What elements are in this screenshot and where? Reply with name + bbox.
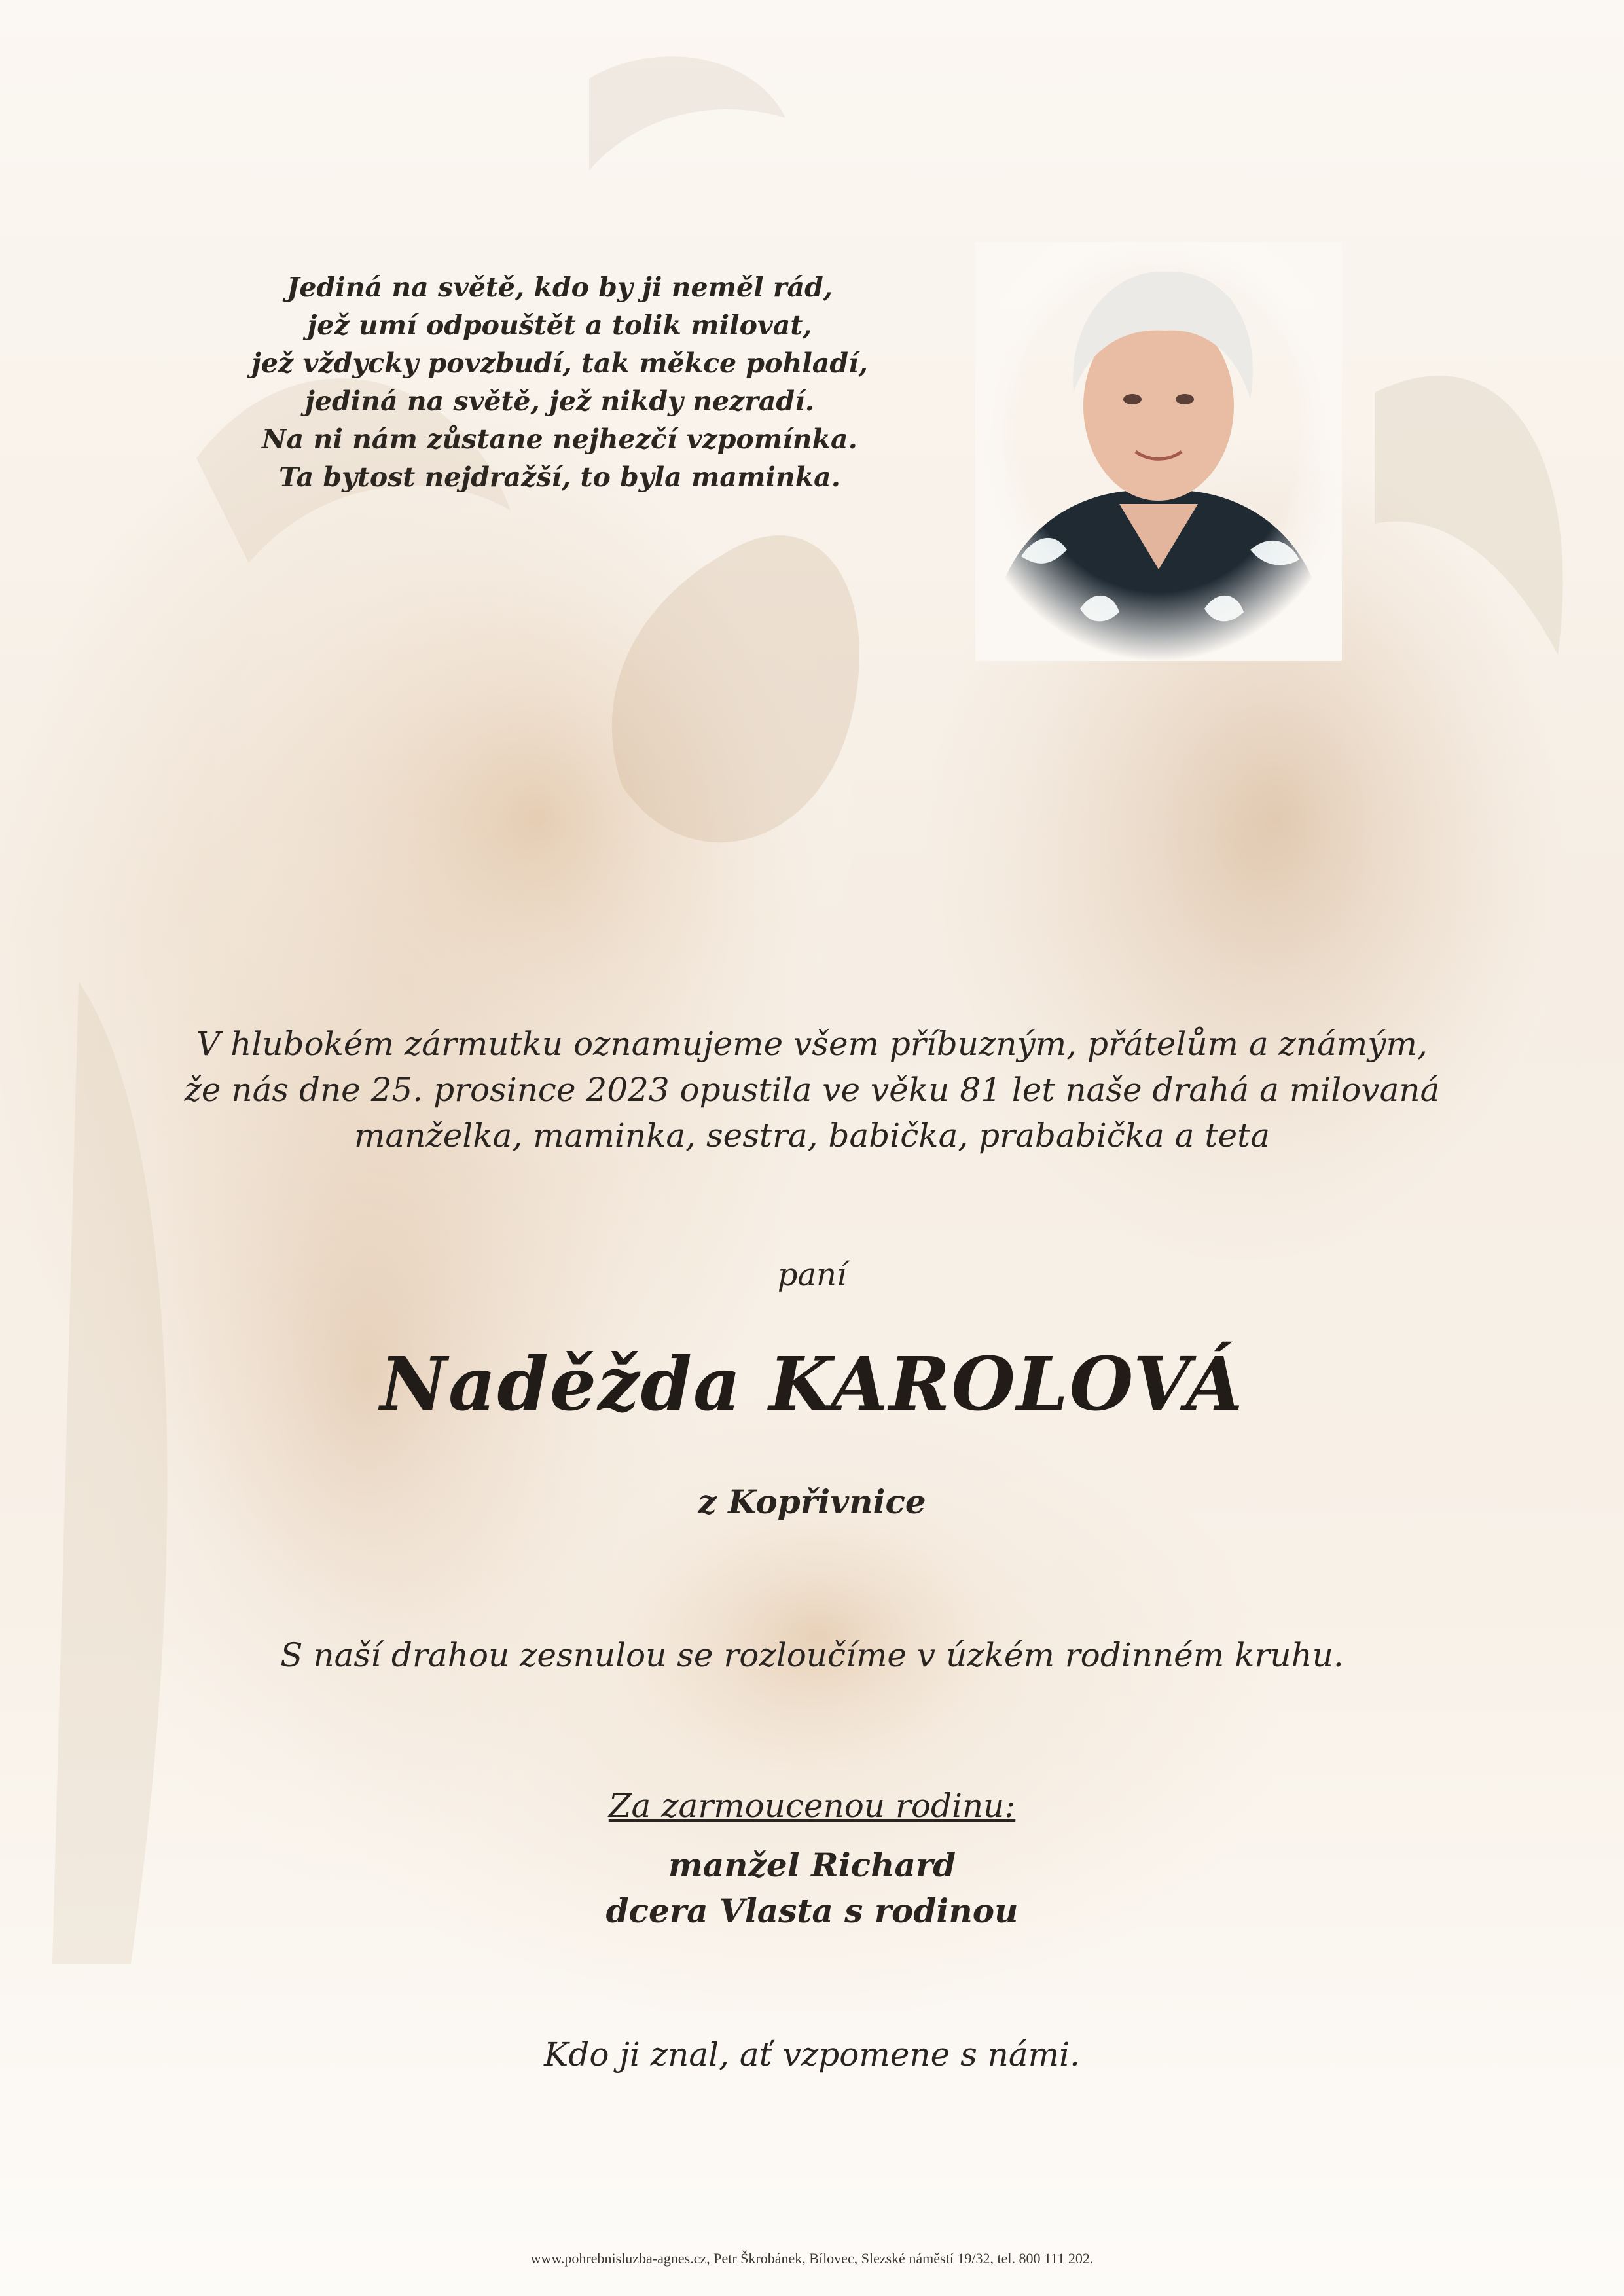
deceased-name: Naděžda KAROLOVÁ [380,1342,1244,1427]
announcement-line: že nás dne 25. prosince 2023 opustila ve věku 81 let naše drahá a milovaná [184,1071,1440,1109]
poem [249,268,871,496]
funeral-service-footer: www.pohrebnisluzba-agnes.cz, Petr Škrobánek, Bílovec, Slezské náměstí 19/32, tel. 800 111 202. [530,2250,1094,2267]
salutation: paní [777,1257,847,1293]
poem-line: Ta bytost nejdražší, to byla maminka. [279,461,840,493]
poem-line: jež umí odpouštět a tolik milovat, [307,310,812,341]
mourner-name: dcera Vlasta s rodinou [605,1892,1019,1930]
mourner-name: manžel Richard [668,1846,956,1884]
portrait-photo [975,242,1342,661]
poem-line: jež vždycky povzbudí, tak měkce pohladí, [251,348,868,379]
poem-line: Na ni nám zůstane nejhezčí vzpomínka. [262,423,857,455]
origin-town: z Kopřivnice [698,1482,926,1521]
announcement-text [131,1021,1493,1158]
poem-line: Jediná na světě, kdo by ji neměl rád, [286,272,833,303]
mourners-list [0,1842,1624,1934]
farewell-notice: S naší drahou zesnulou se rozloučíme v úzkém rodinném kruhu. [280,1636,1344,1674]
announcement-line: V hlubokém zármutku oznamujeme všem příbuzným, přátelům a známým, [196,1025,1428,1063]
family-heading: Za zarmoucenou rodinu: [608,1787,1016,1825]
announcement-line: manželka, maminka, sestra, babička, prababička a teta [354,1117,1270,1155]
closing-line: Kdo ji znal, ať vzpomene s námi. [544,2036,1080,2073]
poem-line: jediná na světě, jež nikdy nezradí. [305,386,814,417]
